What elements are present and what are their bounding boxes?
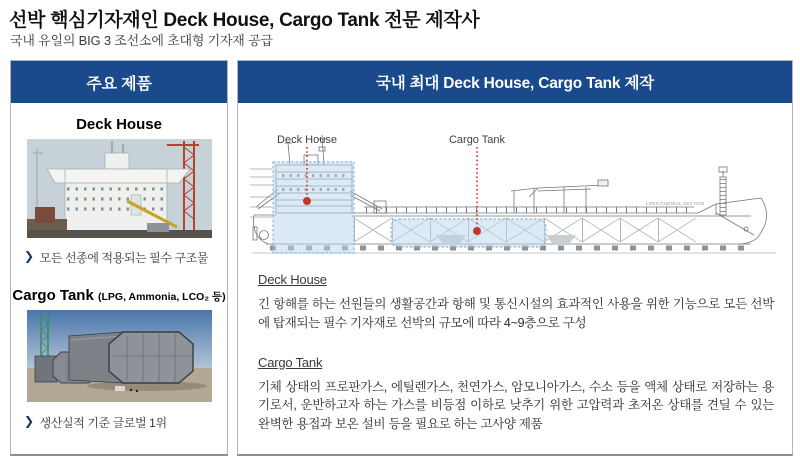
chevron-bullet-icon: ❯ xyxy=(24,414,34,428)
cargo-tank-highlight xyxy=(391,219,546,247)
tank-saddle xyxy=(546,235,576,243)
drawing-caption: LONGITUDINAL SECTION xyxy=(646,201,705,206)
cargo-tank-title-main: Cargo Tank xyxy=(12,287,94,304)
main-products-panel xyxy=(10,60,228,456)
cargo-tank-marker-dot xyxy=(473,227,481,235)
chevron-bullet-icon: ❯ xyxy=(24,249,34,263)
cargo-tank-photo xyxy=(27,310,212,402)
cargo-tank-caption: 생산실적 기준 글로벌 1위 xyxy=(39,416,167,430)
ship-diagram xyxy=(246,109,786,259)
deck-house-caption-row xyxy=(24,249,217,266)
deck-house-photo xyxy=(27,139,212,238)
propeller xyxy=(260,231,269,240)
deck-house-section xyxy=(258,272,774,333)
cargo-tank-section-heading: Cargo Tank xyxy=(258,354,323,370)
cargo-tank-section xyxy=(258,355,774,434)
manufacturing-panel xyxy=(237,60,793,456)
left-panel-header: 주요 제품 xyxy=(11,61,227,103)
cargo-tank-title-detail: (LPG, Ammonia, LCO₂ 등) xyxy=(97,291,226,303)
page-title: 선박 핵심기자재인 Deck House, Cargo Tank 전문 제작사 xyxy=(9,10,480,31)
bow-structure xyxy=(698,167,767,244)
deck-house-marker-dot xyxy=(303,197,311,205)
page-subtitle: 국내 유일의 BIG 3 조선소에 초대형 기자재 공급 xyxy=(10,33,273,48)
deck-house-section-heading: Deck House xyxy=(258,272,327,287)
ship-diagram-wrap xyxy=(246,109,792,264)
deck-house-highlight xyxy=(273,162,354,253)
cargo-tank-caption-row xyxy=(24,414,217,431)
right-panel-header: 국내 최대 Deck House, Cargo Tank 제작 xyxy=(238,61,792,103)
person-dot xyxy=(135,390,137,392)
front-cargo-tank xyxy=(69,332,193,383)
small-truck xyxy=(115,386,125,391)
deck-house-caption: 모든 선종에 적용되는 필수 구조물 xyxy=(39,251,209,265)
deck-house-section-body: 긴 항해를 하는 선원들의 생활공간과 항해 및 통신시설의 효과적인 사용을 위한 기능으로 모든 선박에 탑재되는 필수 기자재로 선박의 규모에 따라 4~9층으로 구성 xyxy=(258,297,774,330)
product-title-deck-house: Deck House xyxy=(76,116,162,133)
product-title-cargo-tank xyxy=(11,287,227,304)
cargo-tank-diagram-label: Cargo Tank xyxy=(448,134,506,146)
deck-house-diagram-label: Deck House xyxy=(277,134,337,146)
deck-crane xyxy=(511,180,608,213)
person-dot xyxy=(129,389,131,391)
deck-level-marks xyxy=(250,169,272,217)
cargo-tank-section-body: 기체 상태의 프로판가스, 에틸렌가스, 천연가스, 암모니아가스, 수소 등을 액체 상태로 저장하는 용기로서, 운반하고자 하는 가스를 비등점 이하로 낮추기 위한 고압력과 초저온 상태를 견딜 수 있는 완벽한 용접과 보온 설비 등을 필요로 하는 고사양 제품 xyxy=(258,379,774,431)
